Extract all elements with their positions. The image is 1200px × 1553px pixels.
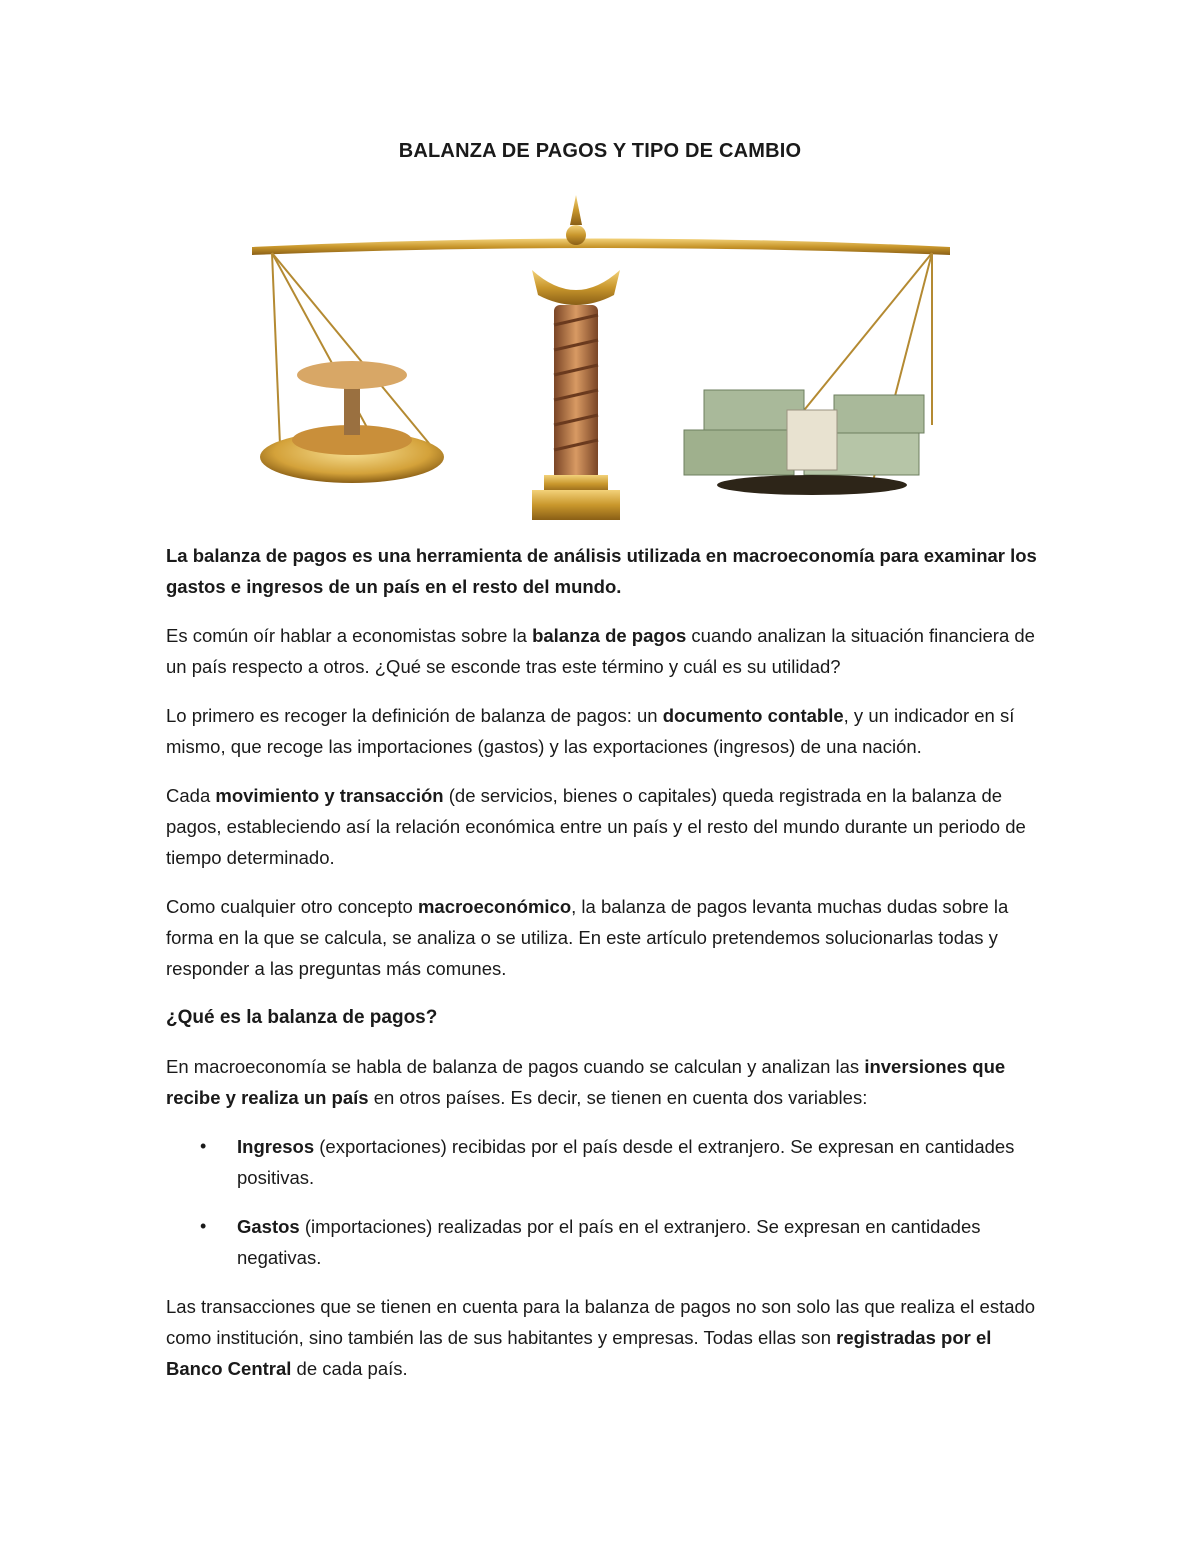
paragraph-1: Es común oír hablar a economistas sobre la balanza de pagos cuando analizan la situación financiera de un país respecto a otros. ¿Qué se esconde tras este término y cuál es su utilidad?	[166, 625, 1035, 677]
list-item: • Gastos (importaciones) realizadas por el país en el extranjero. Se expresan en cantidades negativas.	[166, 1211, 1046, 1273]
finial-shape	[570, 195, 582, 225]
document-title: BALANZA DE PAGOS Y TIPO DE CAMBIO	[398, 140, 802, 162]
money-stack-shape	[684, 390, 924, 475]
list-item: • Ingresos (exportaciones) recibidas por el país desde el extranjero. Se expresan en cantidades positivas.	[166, 1131, 1046, 1193]
paragraph-4: Como cualquier otro concepto macroeconómico, la balanza de pagos levanta muchas dudas sobre la forma en la que se calcula, se analiza o se utiliza. En este artículo pretendemos solucionarlas todas y responder a las preguntas más comunes.	[166, 896, 1009, 979]
paragraph-2: Lo primero es recoger la definición de balanza de pagos: un documento contable, y un indicador en sí mismo, que recoge las importaciones (gastos) y las exportaciones (ingresos) de una nación.	[166, 705, 1015, 757]
bullet-icon: •	[200, 1216, 207, 1236]
bullet-icon: •	[200, 1136, 207, 1156]
lead-paragraph: La balanza de pagos es una herramienta de análisis utilizada en macroeconomía para examinar los gastos e ingresos de un país en el resto del mundo.	[166, 545, 1037, 597]
paragraph-3: Cada movimiento y transacción (de servicios, bienes o capitales) queda registrada en la balanza de pagos, estableciendo así la relación económica entre un país y el resto del mundo durante un periodo de tiempo determinado.	[166, 785, 1026, 868]
balance-scale-image	[232, 185, 970, 520]
bullet-list	[166, 1131, 1046, 1273]
beam-shape	[252, 239, 950, 256]
paragraph-6: Las transacciones que se tienen en cuenta para la balanza de pagos no son solo las que realiza el estado como institución, sino también las de sus habitantes y empresas. Todas ellas son registradas por el Banco Central de cada país.	[166, 1296, 1036, 1379]
section-heading: ¿Qué es la balanza de pagos?	[166, 1007, 438, 1028]
document-body	[166, 540, 1046, 1402]
paragraph-5: En macroeconomía se habla de balanza de pagos cuando se calculan y analizan las inversiones que recibe y realiza un país en otros países. Es decir, se tienen en cuenta dos variables:	[166, 1056, 1006, 1108]
